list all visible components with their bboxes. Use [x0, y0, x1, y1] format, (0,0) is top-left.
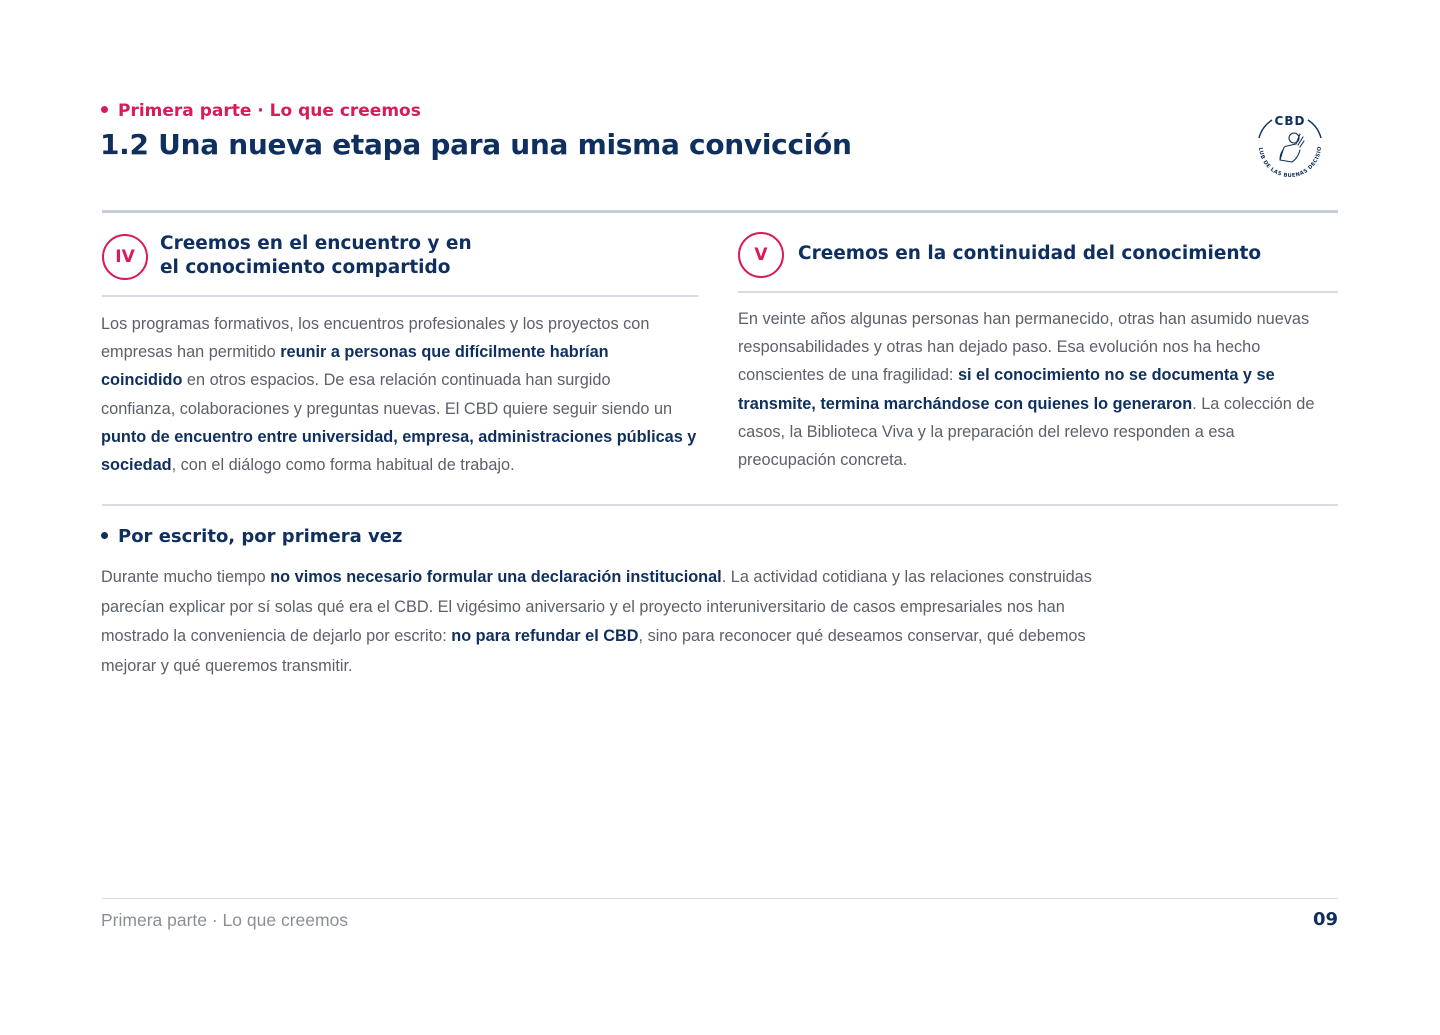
body-text: , con el diálogo como forma habitual de trabajo. [171, 456, 515, 475]
footer-divider [102, 898, 1338, 899]
emphasis-text: reunir a personas que difícilmente habrían [280, 343, 609, 362]
text-line [101, 338, 696, 366]
body-text: . La actividad cotidiana y las relaciones construidas [721, 568, 1092, 586]
header-divider [102, 210, 1338, 213]
text-line [101, 593, 1092, 623]
text-line [101, 563, 1092, 593]
belief-heading-v: Creemos en la continuidad del conocimiento [798, 243, 1262, 264]
bullet-dot-icon [101, 532, 108, 539]
section-divider [102, 504, 1338, 506]
emphasis-text: transmite, termina marchándose con quienes lo generaron [738, 394, 1193, 413]
text-line [101, 395, 696, 423]
text-line [101, 366, 696, 394]
text-line [738, 390, 1314, 418]
text-line [101, 652, 1092, 682]
emphasis-text: no para refundar el CBD [451, 627, 639, 645]
numeral-badge-v: V [738, 232, 784, 278]
heading-line: el conocimiento compartido [160, 257, 451, 278]
logo-ring-text: LUB DE LAS BUENAS DECISIO [1257, 146, 1324, 180]
text-line [738, 361, 1314, 389]
eyebrow-text: Primera parte · Lo que creemos [118, 101, 421, 121]
text-line [101, 310, 696, 338]
emphasis-text: si el conocimiento no se documenta y se [957, 366, 1275, 385]
text-line [101, 423, 696, 451]
body-text: parecían explicar por sí solas qué era el CBD. El vigésimo aniversario y el proyecto interuniversitario de casos empresariales nos han [101, 597, 1065, 616]
belief-heading-iv [160, 232, 560, 280]
ok-hand-icon [1280, 133, 1304, 162]
text-line [101, 622, 1092, 652]
section-paragraph [101, 563, 1092, 681]
logo-text: CBD [1274, 114, 1306, 128]
body-text: responsabilidades y otras han dejado paso. Esa evolución nos ha hecho [738, 338, 1261, 357]
emphasis-text: punto de encuentro entre universidad, empresa, administraciones públicas y [101, 427, 697, 446]
column-divider-left [102, 295, 699, 297]
column-divider-right [738, 291, 1338, 293]
body-text: mostrado la conveniencia de dejarlo por escrito: [101, 627, 452, 645]
body-text: preocupación concreta. [738, 451, 908, 470]
section-eyebrow [101, 101, 421, 121]
body-text: Los programas formativos, los encuentros profesionales y los proyectos con [101, 315, 650, 333]
body-text: conscientes de una fragilidad: [738, 366, 958, 385]
cbd-logo [1250, 108, 1330, 188]
body-text: mejorar y qué queremos transmitir. [101, 656, 353, 675]
body-text: en otros espacios. De esa relación continuada han surgido [182, 371, 611, 390]
body-text: Durante mucho tiempo [101, 568, 271, 586]
body-text: confianza, colaboraciones y preguntas nuevas. El CBD quiere seguir siendo un [101, 399, 673, 418]
body-text: empresas han permitido [101, 343, 281, 362]
text-line [738, 333, 1314, 361]
body-text: . La colección de [1192, 394, 1315, 413]
body-text: casos, la Biblioteca Viva y la preparación del relevo responden a esa [738, 422, 1235, 441]
emphasis-text: sociedad [101, 456, 172, 475]
text-line [738, 418, 1314, 446]
heading-line: Creemos en el encuentro y en [160, 233, 472, 254]
body-text: En veinte años algunas personas han permanecido, otras han asumido nuevas [738, 310, 1310, 328]
body-text: , sino para reconocer qué deseamos conservar, qué debemos [638, 627, 1086, 645]
emphasis-text: no vimos necesario formular una declaración institucional [270, 568, 722, 586]
section-subheading [101, 526, 402, 547]
emphasis-text: coincidido [101, 371, 183, 390]
page-number: 09 [1312, 909, 1338, 930]
subheading-text: Por escrito, por primera vez [118, 526, 403, 547]
cbd-seal-icon [1250, 108, 1330, 188]
bullet-dot-icon [101, 106, 108, 113]
text-line [738, 446, 1314, 474]
text-line [738, 305, 1314, 333]
numeral-badge-iv: IV [102, 234, 148, 280]
page-title: 1.2 Una nueva etapa para una misma convicción [100, 128, 852, 161]
footer-section-label: Primera parte · Lo que creemos [101, 910, 349, 930]
belief-paragraph-v [738, 305, 1314, 474]
text-line [101, 451, 696, 479]
belief-paragraph-iv [101, 310, 696, 479]
